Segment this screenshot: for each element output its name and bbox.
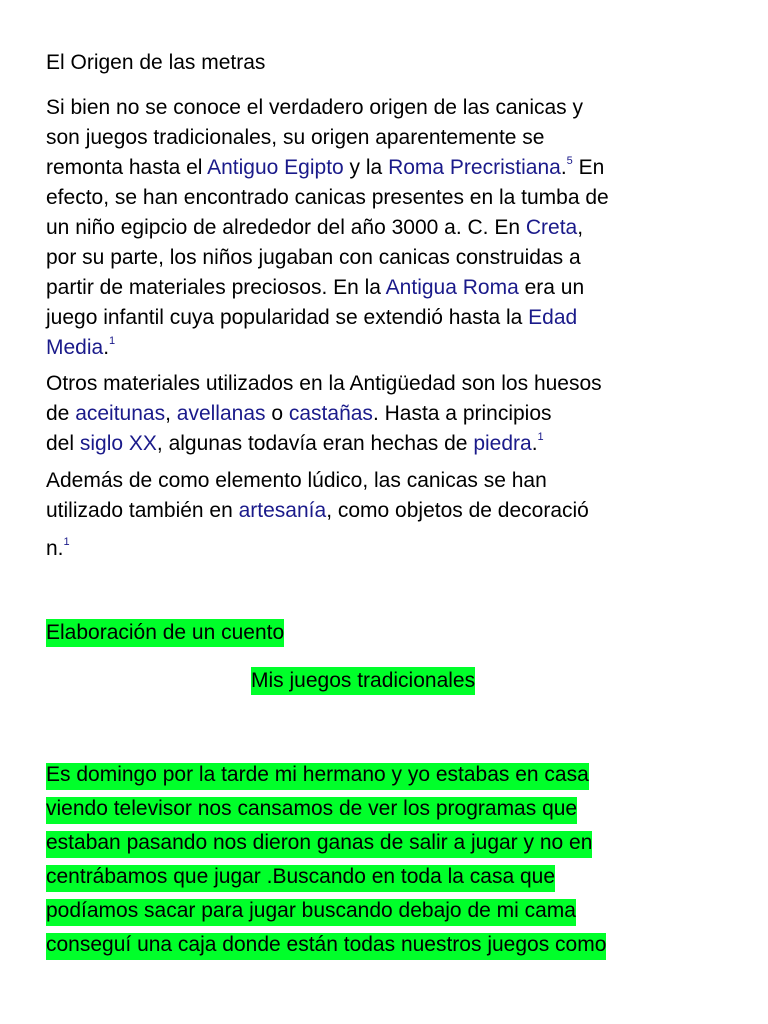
footnote-ref[interactable]: 1: [63, 536, 70, 548]
text-line: por su parte, los niños jugaban con canicas construidas a: [46, 246, 581, 269]
link-edad-media-cont[interactable]: Media: [46, 336, 104, 359]
text-line: remonta hasta el Antiguo Egipto y la Roma Precristiana.$^5$ En: [46, 155, 605, 179]
page-title: El Origen de las metras: [46, 51, 266, 74]
footnote-ref[interactable]: 5: [566, 155, 573, 167]
link-creta[interactable]: Creta: [525, 216, 578, 239]
paragraph-origin: [46, 93, 609, 363]
text-line: partir de materiales preciosos. En la Antigua Roma era un: [46, 276, 585, 299]
text-line: Si bien no se conoce el verdadero origen de las canicas y: [46, 96, 583, 119]
story-line: estaban pasando nos dieron ganas de salir a jugar y no en: [46, 829, 606, 863]
story-line: centrábamos que jugar .Buscando en toda la casa que: [46, 863, 606, 897]
paragraph-uses: [46, 466, 589, 564]
story-line: podíamos sacar para jugar buscando debajo de mi cama: [46, 897, 606, 931]
section-heading: Elaboración de un cuento: [46, 619, 284, 647]
link-edad-media[interactable]: Edad: [528, 306, 578, 329]
link-aceitunas[interactable]: aceitunas: [75, 402, 166, 425]
text-line: Media.$^1$: [46, 335, 116, 359]
footnote-ref[interactable]: 1: [537, 431, 544, 443]
link-antigua-roma[interactable]: Antigua Roma: [385, 276, 519, 299]
text-line: utilizado también en artesanía, como objetos de decoració: [46, 499, 589, 522]
story-line: Es domingo por la tarde mi hermano y yo estabas en casa: [46, 761, 606, 795]
link-avellanas[interactable]: avellanas: [176, 402, 266, 425]
text-line: n.$^1$: [46, 536, 70, 560]
text-line: Además de como elemento lúdico, las canicas se han: [46, 469, 547, 492]
story-line: conseguí una caja donde están todas nuestros juegos como: [46, 931, 606, 965]
link-piedra[interactable]: piedra: [473, 432, 532, 455]
story-title: Mis juegos tradicionales: [251, 667, 475, 695]
text-line: juego infantil cuya popularidad se extendió hasta la Edad: [46, 306, 578, 329]
story-line: viendo televisor nos cansamos de ver los programas que: [46, 795, 606, 829]
link-castanas[interactable]: castañas: [288, 402, 373, 425]
link-artesania[interactable]: artesanía: [238, 499, 327, 522]
link-roma-precristiana[interactable]: Roma Precristiana: [388, 156, 561, 179]
link-siglo-xx[interactable]: siglo XX: [79, 432, 157, 455]
text-line: un niño egipcio de alrededor del año 3000 a. C. En Creta,: [46, 216, 584, 239]
text-line: de aceitunas, avellanas o castañas. Hasta a principios: [46, 402, 552, 425]
text-line: Otros materiales utilizados en la Antigüedad son los huesos: [46, 372, 602, 395]
text-line: del siglo XX, algunas todavía eran hechas de piedra.$^1$: [46, 431, 544, 455]
text-line: efecto, se han encontrado canicas presentes en la tumba de: [46, 186, 609, 209]
link-antiguo-egipto[interactable]: Antiguo Egipto: [207, 156, 344, 179]
story-text: [46, 761, 606, 965]
footnote-ref[interactable]: 1: [109, 335, 116, 347]
text-line: son juegos tradicionales, su origen aparentemente se: [46, 126, 545, 149]
paragraph-materials: [46, 369, 602, 459]
